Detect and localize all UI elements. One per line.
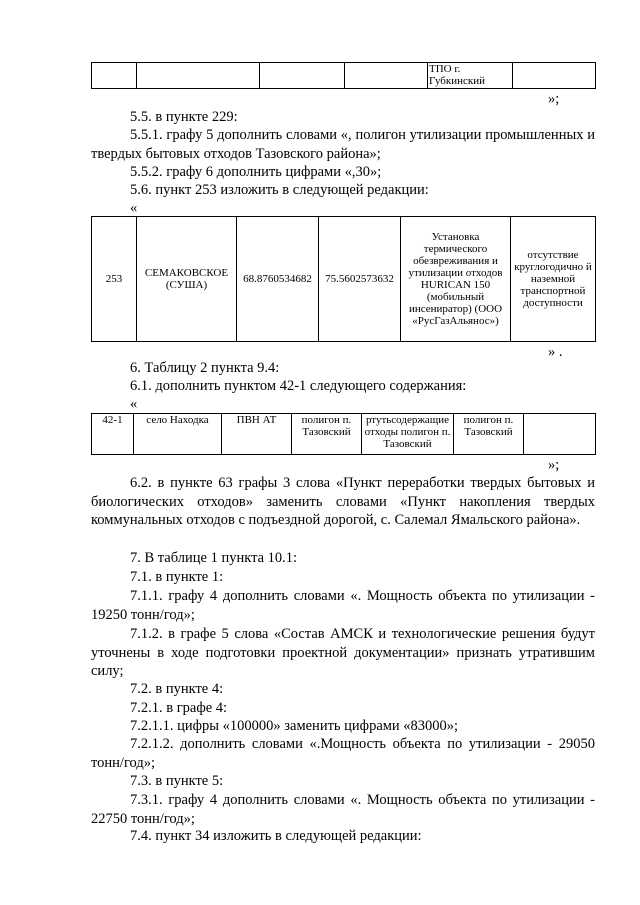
cell-latitude: 68.8760534682 <box>237 217 319 342</box>
table-row <box>92 63 596 89</box>
table-cell <box>137 63 260 89</box>
table-item-42-1 <box>91 413 596 455</box>
cell-number: 253 <box>92 217 137 342</box>
closing-quote: » . <box>548 344 563 360</box>
cell-place: село Находка <box>134 414 222 455</box>
paragraph-6-1: 6.1. дополнить пунктом 42-1 следующего содержания: <box>130 378 467 394</box>
cell-col7 <box>524 414 596 455</box>
cell-col6: полигон п. Тазовский <box>454 414 524 455</box>
paragraph-7-1-2: 7.1.2. в графе 5 слова «Состав АМСК и технологические решения будут уточнены в ходе подготовки проектной документации» признать утратившим силу; <box>91 626 595 679</box>
cell-longitude: 75.5602573632 <box>319 217 401 342</box>
cell-note: отсутствие круглогодично й наземной транспортной доступности <box>511 217 596 342</box>
table-cell <box>260 63 345 89</box>
paragraph-7-3-1: 7.3.1. графу 4 дополнить словами «. Мощность объекта по утилизации - 22750 тонн/год»; <box>91 792 595 827</box>
paragraph-6: 6. Таблицу 2 пункта 9.4: <box>130 360 280 376</box>
paragraph-7-1: 7.1. в пункте 1: <box>130 569 224 585</box>
paragraph-7-3: 7.3. в пункте 5: <box>130 773 224 789</box>
table-cell <box>92 63 137 89</box>
table-cell: ТПО г. Губкинский <box>428 63 513 89</box>
opening-quote: « <box>130 396 138 412</box>
table-item-253 <box>91 216 596 342</box>
cell-type: ПВН АТ <box>222 414 292 455</box>
paragraph-7-2-1-1: 7.2.1.1. цифры «100000» заменить цифрами «83000»; <box>130 718 459 734</box>
table-cell <box>513 63 596 89</box>
paragraph-7: 7. В таблице 1 пункта 10.1: <box>130 550 298 566</box>
cell-col4: полигон п. Тазовский <box>292 414 362 455</box>
table-row <box>92 217 596 342</box>
table-fragment-top <box>91 62 596 89</box>
cell-number: 42-1 <box>92 414 134 455</box>
table-row <box>92 414 596 455</box>
paragraph-7-1-1: 7.1.1. графу 4 дополнить словами «. Мощность объекта по утилизации - 19250 тонн/год»; <box>91 588 595 623</box>
closing-quote: »; <box>548 91 560 107</box>
cell-facility: Установка термического обезвреживания и утилизации отходов HURICAN 150 (мобильный инсениратор) (ООО «РусГазАльянос») <box>401 217 511 342</box>
paragraph-7-4: 7.4. пункт 34 изложить в следующей редакции: <box>130 828 422 844</box>
closing-quote: »; <box>548 457 560 473</box>
paragraph-6-2: 6.2. в пункте 63 графы 3 слова «Пункт переработки твердых бытовых и биологических отходов» заменить словами «Пункт накопления твердых коммунальных отходов с подъездной дорогой, с. Салемал Ямальского района». <box>91 475 595 528</box>
paragraph-5-5-1: 5.5.1. графу 5 дополнить словами «, полигон утилизации промышленных и твердых бытовых отходов Тазовского района»; <box>91 127 595 162</box>
paragraph-7-2-1-2: 7.2.1.2. дополнить словами «.Мощность объекта по утилизации - 29050 тонн/год»; <box>91 736 595 771</box>
paragraph-5-5: 5.5. в пункте 229: <box>130 109 238 125</box>
paragraph-7-2: 7.2. в пункте 4: <box>130 681 224 697</box>
cell-col5: ртутьсодержащие отходы полигон п. Тазовский <box>362 414 454 455</box>
paragraph-7-2-1: 7.2.1. в графе 4: <box>130 700 228 716</box>
opening-quote: « <box>130 200 138 216</box>
paragraph-5-6: 5.6. пункт 253 изложить в следующей редакции: <box>130 182 429 198</box>
table-cell <box>345 63 428 89</box>
cell-name: СЕМАКОВСКОЕ (СУША) <box>137 217 237 342</box>
paragraph-5-5-2: 5.5.2. графу 6 дополнить цифрами «,30»; <box>130 164 382 180</box>
